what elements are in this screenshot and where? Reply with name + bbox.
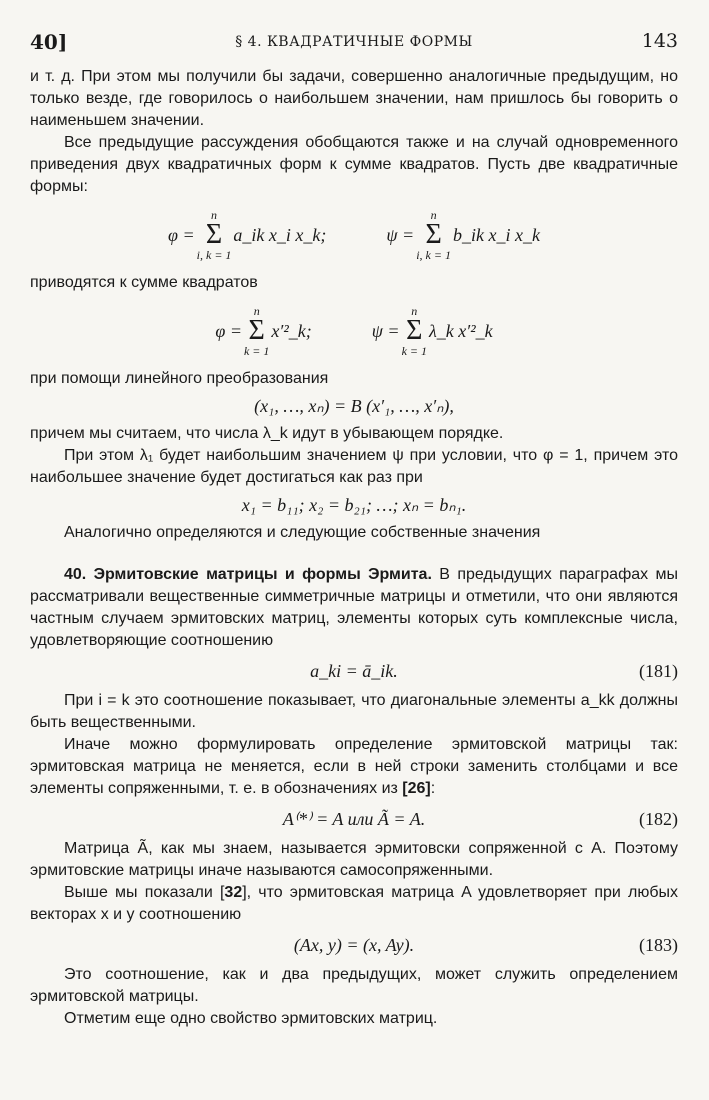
sum-upper: n: [211, 208, 218, 222]
phi-label: φ =: [215, 320, 242, 341]
sum-symbol: [197, 209, 232, 261]
sum-lower: i, k = 1: [416, 248, 451, 262]
paragraph-9: При i = k это соотношение показывает, что диагональные элементы a_kk должны быть вещественными.: [30, 692, 678, 731]
equation-183-body: (Ax, y) = (x, Ay).: [293, 935, 415, 955]
sum-symbol: [244, 305, 269, 357]
linear-transform-formula: (x₁, …, xₙ) = B (x′₁, …, x′ₙ),: [254, 396, 454, 416]
sigma-glyph: Σ: [425, 219, 442, 250]
section-marker: 40]: [30, 30, 68, 54]
equation-182-number: (182): [639, 809, 678, 829]
equation-181: [30, 656, 678, 686]
equation-182: [30, 804, 678, 834]
paragraph-8: [30, 564, 678, 652]
paragraph-3: приводятся к сумме квадратов: [30, 274, 258, 291]
sigma-glyph: Σ: [248, 315, 265, 346]
sum-of-squares-formula: [30, 296, 678, 366]
running-header: [30, 30, 678, 66]
sum-upper: n: [411, 304, 418, 318]
paragraph-12-start: Выше мы показали [: [64, 884, 225, 901]
psi2-term: λ_k x′²_k: [429, 320, 493, 341]
psi-label: ψ =: [386, 224, 415, 245]
book-page: [30, 30, 678, 1075]
sum-symbol: [416, 209, 451, 261]
sum-lower: k = 1: [243, 344, 270, 358]
paragraph-6: При этом λ₁ будет наибольшим значением ψ при условии, что φ = 1, причем это наибольшее значение будет достигаться как раз при: [30, 447, 678, 486]
paragraph-10-text: Иначе можно формулировать определение эрмитовской матрицы так: эрмитовская матрица не меняется, если в ней строки заменить столбцами и все элементы сопряженными, т. е. в обозначениях из: [30, 736, 678, 797]
psi-term: b_ik x_i x_k: [452, 224, 540, 245]
paragraph-8-text: В предыдущих параграфах мы рассматривали вещественные симметричные матрицы и отметили, что они являются частным случаем эрмитовских матриц, элементы которых суть комплексные числа, удовлетворяющие соотношению: [30, 566, 678, 649]
sum-lower: i, k = 1: [196, 248, 232, 262]
sum-upper: n: [430, 208, 437, 222]
paragraph-10: [30, 734, 678, 800]
equation-183: [30, 930, 678, 960]
sum-upper: n: [253, 304, 260, 318]
reference-32: 32: [224, 884, 243, 901]
paragraph-7: Аналогично определяются и следующие собственные значения: [64, 524, 541, 541]
page-number: 143: [641, 30, 678, 52]
equation-182-body: A⁽*⁾ = A или Ã = A.: [282, 809, 426, 829]
equation-181-number: (181): [639, 661, 678, 681]
paragraph-14: Отметим еще одно свойство эрмитовских матриц.: [64, 1010, 438, 1027]
reference-26: [26]: [402, 780, 431, 797]
paragraph-2: Все предыдущие рассуждения обобщаются также и на случай одновременного приведения двух квадратичных форм к сумме квадратов. Пусть две квадратичные формы:: [30, 134, 678, 195]
paragraph-1: и т. д. При этом мы получили бы задачи, совершенно аналогичные предыдущим, но только везде, где говорилось о наибольшем значении, нам пришлось бы говорить о наименьшем значении.: [30, 68, 678, 129]
quadratic-forms-formula: [30, 200, 678, 270]
paragraph-12: [30, 882, 678, 926]
phi-label: φ =: [168, 224, 195, 245]
paragraph-10-end: :: [430, 780, 436, 797]
equation-181-body: a_ki = ā_ik.: [310, 661, 398, 681]
eigenvector-values-formula: x₁ = b₁₁; x₂ = b₂₁; …; xₙ = bₙ₁.: [241, 495, 467, 515]
running-title: § 4. КВАДРАТИЧНЫЕ ФОРМЫ: [235, 34, 473, 50]
phi2-term: x′²_k;: [271, 320, 312, 341]
equation-183-number: (183): [639, 935, 678, 955]
paragraph-4: при помощи линейного преобразования: [30, 370, 329, 387]
paragraph-13: Это соотношение, как и два предыдущих, может служить определением эрмитовской матрицы.: [30, 966, 678, 1005]
sigma-glyph: Σ: [406, 315, 423, 346]
phi-term: a_ik x_i x_k;: [233, 224, 327, 245]
sum-symbol: [402, 305, 427, 357]
sigma-glyph: Σ: [205, 219, 223, 250]
paragraph-11: Матрица Ã, как мы знаем, называется эрмитовски сопряженной с A. Поэтому эрмитовские матрицы иначе называются самосопряженными.: [30, 840, 678, 879]
sum-lower: k = 1: [401, 344, 427, 358]
psi-label: ψ =: [371, 320, 400, 341]
paragraph-12-text: ], что эрмитовская матрица A удовлетворяет при любых векторах x и y соотношению: [30, 884, 678, 923]
section-title: 40. Эрмитовские матрицы и формы Эрмита.: [64, 566, 432, 583]
paragraph-5: причем мы считаем, что числа λ_k идут в убывающем порядке.: [30, 425, 504, 442]
